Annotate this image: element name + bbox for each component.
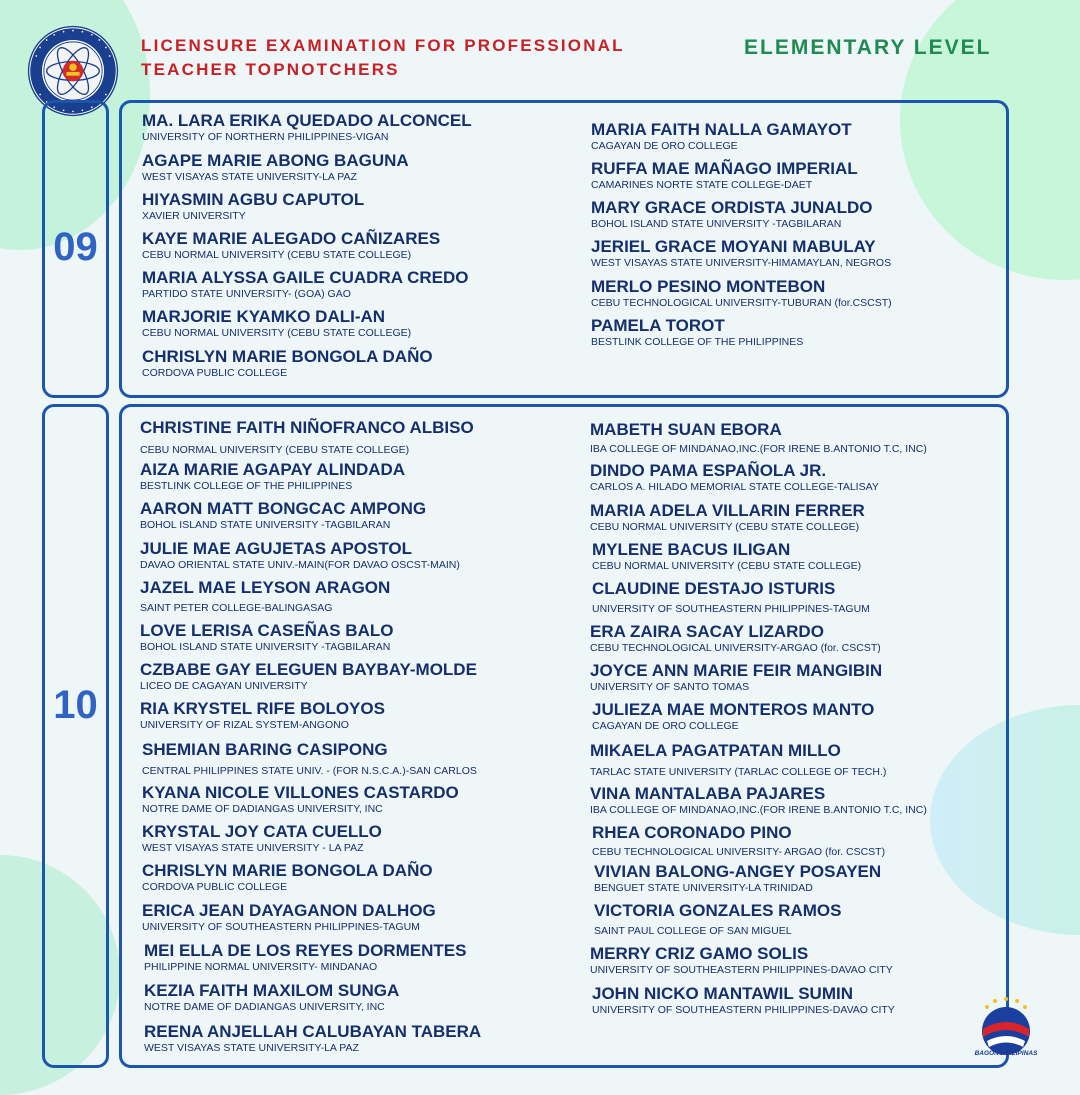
- list-item: [142, 229, 582, 262]
- school-name: UNIVERSITY OF SOUTHEASTERN PHILIPPINES-TAGUM: [142, 921, 420, 933]
- list-item: [140, 699, 580, 732]
- list-item: [590, 461, 1030, 494]
- list-item: [590, 501, 1030, 534]
- topnotcher-name: VINA MANTALABA PAJARES: [590, 784, 826, 803]
- topnotcher-name: CHRISLYN MARIE BONGOLA DAÑO: [142, 861, 433, 880]
- school-name: PARTIDO STATE UNIVERSITY- (GOA) GAO: [142, 288, 351, 300]
- list-item: [142, 822, 582, 855]
- school-name: UNIVERSITY OF SOUTHEASTERN PHILIPPINES-DAVAO CITY: [590, 964, 893, 976]
- list-item: [590, 661, 1030, 694]
- topnotcher-name: MARY GRACE ORDISTA JUNALDO: [591, 198, 873, 217]
- school-name: WEST VISAYAS STATE UNIVERSITY-LA PAZ: [144, 1042, 359, 1054]
- topnotcher-name: CZBABE GAY ELEGUEN BAYBAY-MOLDE: [140, 660, 477, 679]
- school-name: BOHOL ISLAND STATE UNIVERSITY -TAGBILARAN: [140, 641, 391, 653]
- topnotcher-name: MARIA ADELA VILLARIN FERRER: [590, 501, 865, 520]
- school-name: BESTLINK COLLEGE OF THE PHILIPPINES: [140, 480, 353, 492]
- topnotcher-name: VICTORIA GONZALES RAMOS: [594, 901, 842, 920]
- list-item: [591, 198, 1031, 231]
- topnotcher-name: MARJORIE KYAMKO DALI-AN: [142, 307, 386, 326]
- school-name: CEBU NORMAL UNIVERSITY (CEBU STATE COLLEGE): [590, 521, 860, 533]
- rank-10-number: 10: [53, 683, 98, 727]
- school-name: CORDOVA PUBLIC COLLEGE: [142, 367, 288, 379]
- topnotcher-name: CHRISTINE FAITH NIÑOFRANCO ALBISO: [140, 418, 474, 437]
- list-item: [144, 981, 584, 1014]
- rank-09-number: 09: [53, 225, 98, 269]
- school-name: CEBU NORMAL UNIVERSITY (CEBU STATE COLLEGE): [142, 327, 412, 339]
- list-item: [591, 120, 1031, 153]
- topnotcher-name: VIVIAN BALONG-ANGEY POSAYEN: [594, 862, 882, 881]
- list-item: [140, 539, 580, 572]
- list-item: [591, 159, 1031, 192]
- list-item: [142, 190, 582, 223]
- list-item: [592, 823, 1032, 859]
- topnotcher-name: JULIE MAE AGUJETAS APOSTOL: [140, 539, 413, 558]
- topnotcher-name: JERIEL GRACE MOYANI MABULAY: [591, 237, 876, 256]
- topnotcher-name: MARIA FAITH NALLA GAMAYOT: [591, 120, 852, 139]
- school-name: WEST VISAYAS STATE UNIVERSITY-HIMAMAYLAN, NEGROS: [591, 257, 892, 269]
- list-item: [592, 700, 1032, 733]
- list-item: [142, 861, 582, 894]
- list-item: [592, 540, 1032, 573]
- topnotcher-name: MERLO PESINO MONTEBON: [591, 277, 826, 296]
- list-item: [142, 901, 582, 934]
- school-name: WEST VISAYAS STATE UNIVERSITY-LA PAZ: [142, 171, 357, 183]
- list-item: [142, 347, 582, 380]
- topnotcher-name: MABETH SUAN EBORA: [590, 420, 782, 439]
- list-item: [592, 984, 1032, 1017]
- topnotcher-name: KAYE MARIE ALEGADO CAÑIZARES: [142, 229, 441, 248]
- school-name: BENGUET STATE UNIVERSITY-LA TRINIDAD: [594, 882, 813, 894]
- school-name: WEST VISAYAS STATE UNIVERSITY - LA PAZ: [142, 842, 364, 854]
- list-item: [140, 499, 580, 532]
- list-item: [140, 460, 580, 493]
- topnotcher-name: JULIEZA MAE MONTEROS MANTO: [592, 700, 875, 719]
- school-name: LICEO DE CAGAYAN UNIVERSITY: [140, 680, 308, 692]
- exam-level-label: ELEMENTARY LEVEL: [744, 36, 992, 59]
- topnotcher-name: PAMELA TOROT: [591, 316, 725, 335]
- topnotcher-name: MA. LARA ERIKA QUEDADO ALCONCEL: [142, 111, 472, 130]
- topnotcher-name: RHEA CORONADO PINO: [592, 823, 792, 842]
- school-name: DAVAO ORIENTAL STATE UNIV.-MAIN(FOR DAVAO OSCST-MAIN): [140, 559, 460, 571]
- list-item: [591, 277, 1031, 310]
- list-item: [590, 784, 1030, 817]
- school-name: UNIVERSITY OF SANTO TOMAS: [590, 681, 750, 693]
- rank-10-box: [42, 404, 109, 1068]
- topnotcher-name: MYLENE BACUS ILIGAN: [592, 540, 791, 559]
- school-name: CEBU TECHNOLOGICAL UNIVERSITY-TUBURAN (for.CSCST): [591, 297, 892, 309]
- school-name: NOTRE DAME OF DADIANGAS UNIVERSITY, INC: [142, 803, 383, 815]
- topnotcher-name: KRYSTAL JOY CATA CUELLO: [142, 822, 382, 841]
- school-name: CEBU NORMAL UNIVERSITY (CEBU STATE COLLEGE): [140, 444, 410, 456]
- topnotcher-name: SHEMIAN BARING CASIPONG: [142, 740, 388, 759]
- topnotcher-name: ERICA JEAN DAYAGANON DALHOG: [142, 901, 436, 920]
- topnotcher-name: CHRISLYN MARIE BONGOLA DAÑO: [142, 347, 433, 366]
- topnotcher-name: MIKAELA PAGATPATAN MILLO: [590, 741, 841, 760]
- school-name: BOHOL ISLAND STATE UNIVERSITY -TAGBILARAN: [140, 519, 391, 531]
- school-name: BESTLINK COLLEGE OF THE PHILIPPINES: [591, 336, 804, 348]
- school-name: CAGAYAN DE ORO COLLEGE: [592, 720, 739, 732]
- school-name: CAMARINES NORTE STATE COLLEGE-DAET: [591, 179, 813, 191]
- list-item: [140, 418, 580, 457]
- list-item: [140, 578, 580, 615]
- list-item: [142, 740, 582, 778]
- topnotcher-name: KEZIA FAITH MAXILOM SUNGA: [144, 981, 400, 1000]
- list-item: [592, 579, 1032, 616]
- list-item: [590, 622, 1030, 655]
- school-name: NOTRE DAME OF DADIANGAS UNIVERSITY, INC: [144, 1001, 385, 1013]
- topnotcher-name: MERRY CRIZ GAMO SOLIS: [590, 944, 809, 963]
- list-item: [591, 237, 1031, 270]
- school-name: UNIVERSITY OF SOUTHEASTERN PHILIPPINES-DAVAO CITY: [592, 1004, 895, 1016]
- list-item: [594, 862, 1034, 895]
- school-name: CEBU TECHNOLOGICAL UNIVERSITY- ARGAO (for. CSCST): [592, 846, 886, 858]
- topnotcher-name: ERA ZAIRA SACAY LIZARDO: [590, 622, 824, 641]
- school-name: CEBU NORMAL UNIVERSITY (CEBU STATE COLLEGE): [592, 560, 862, 572]
- school-name: CENTRAL PHILIPPINES STATE UNIV. - (FOR N.S.C.A.)-SAN CARLOS: [142, 765, 477, 777]
- list-item: [144, 941, 584, 974]
- school-name: UNIVERSITY OF SOUTHEASTERN PHILIPPINES-TAGUM: [592, 603, 870, 615]
- topnotcher-name: LOVE LERISA CASEÑAS BALO: [140, 621, 394, 640]
- list-item: [144, 1022, 584, 1055]
- topnotcher-name: AGAPE MARIE ABONG BAGUNA: [142, 151, 409, 170]
- topnotcher-name: RIA KRYSTEL RIFE BOLOYOS: [140, 699, 385, 718]
- school-name: CAGAYAN DE ORO COLLEGE: [591, 140, 738, 152]
- list-item: [591, 316, 1031, 349]
- school-name: CORDOVA PUBLIC COLLEGE: [142, 881, 288, 893]
- school-name: PHILIPPINE NORMAL UNIVERSITY- MINDANAO: [144, 961, 378, 973]
- school-name: BOHOL ISLAND STATE UNIVERSITY -TAGBILARAN: [591, 218, 842, 230]
- topnotcher-name: KYANA NICOLE VILLONES CASTARDO: [142, 783, 459, 802]
- topnotcher-name: MARIA ALYSSA GAILE CUADRA CREDO: [142, 268, 469, 287]
- topnotcher-name: HIYASMIN AGBU CAPUTOL: [142, 190, 365, 209]
- topnotcher-name: RUFFA MAE MAÑAGO IMPERIAL: [591, 159, 858, 178]
- topnotcher-name: AIZA MARIE AGAPAY ALINDADA: [140, 460, 406, 479]
- page-title: LICENSURE EXAMINATION FOR PROFESSIONAL TEACHER TOPNOTCHERS: [141, 36, 625, 79]
- list-item: [140, 660, 580, 693]
- school-name: IBA COLLEGE OF MINDANAO,INC.(FOR IRENE B.ANTONIO T.C, INC): [590, 804, 927, 816]
- topnotcher-name: JOHN NICKO MANTAWIL SUMIN: [592, 984, 853, 1003]
- list-item: [590, 741, 1030, 779]
- list-item: [142, 151, 582, 184]
- bagong-pilipinas-label: BAGONG PILIPINAS: [974, 1050, 1038, 1057]
- school-name: CARLOS A. HILADO MEMORIAL STATE COLLEGE-TALISAY: [590, 481, 879, 493]
- list-item: [590, 944, 1030, 977]
- school-name: SAINT PAUL COLLEGE OF SAN MIGUEL: [594, 925, 792, 937]
- list-item: [140, 621, 580, 654]
- list-item: [142, 111, 582, 144]
- list-item: [142, 307, 582, 340]
- topnotcher-name: JAZEL MAE LEYSON ARAGON: [140, 578, 391, 597]
- school-name: CEBU NORMAL UNIVERSITY (CEBU STATE COLLEGE): [142, 249, 412, 261]
- topnotcher-name: AARON MATT BONGCAC AMPONG: [140, 499, 427, 518]
- list-item: [142, 783, 582, 816]
- list-item: [594, 901, 1034, 938]
- list-item: [142, 268, 582, 301]
- school-name: XAVIER UNIVERSITY: [142, 210, 246, 222]
- school-name: UNIVERSITY OF NORTHERN PHILIPPINES-VIGAN: [142, 131, 389, 143]
- school-name: IBA COLLEGE OF MINDANAO,INC.(FOR IRENE B.ANTONIO T.C, INC): [590, 443, 927, 455]
- school-name: SAINT PETER COLLEGE-BALINGASAG: [140, 602, 333, 614]
- school-name: CEBU TECHNOLOGICAL UNIVERSITY-ARGAO (for. CSCST): [590, 642, 881, 654]
- school-name: TARLAC STATE UNIVERSITY (TARLAC COLLEGE OF TECH.): [590, 766, 887, 778]
- rank-09-box: [42, 100, 109, 398]
- topnotcher-name: MEI ELLA DE LOS REYES DORMENTES: [144, 941, 467, 960]
- school-name: UNIVERSITY OF RIZAL SYSTEM-ANGONO: [140, 719, 349, 731]
- topnotcher-name: REENA ANJELLAH CALUBAYAN TABERA: [144, 1022, 482, 1041]
- list-item: [590, 420, 1030, 456]
- topnotcher-name: JOYCE ANN MARIE FEIR MANGIBIN: [590, 661, 883, 680]
- topnotcher-name: CLAUDINE DESTAJO ISTURIS: [592, 579, 836, 598]
- topnotcher-name: DINDO PAMA ESPAÑOLA JR.: [590, 461, 827, 480]
